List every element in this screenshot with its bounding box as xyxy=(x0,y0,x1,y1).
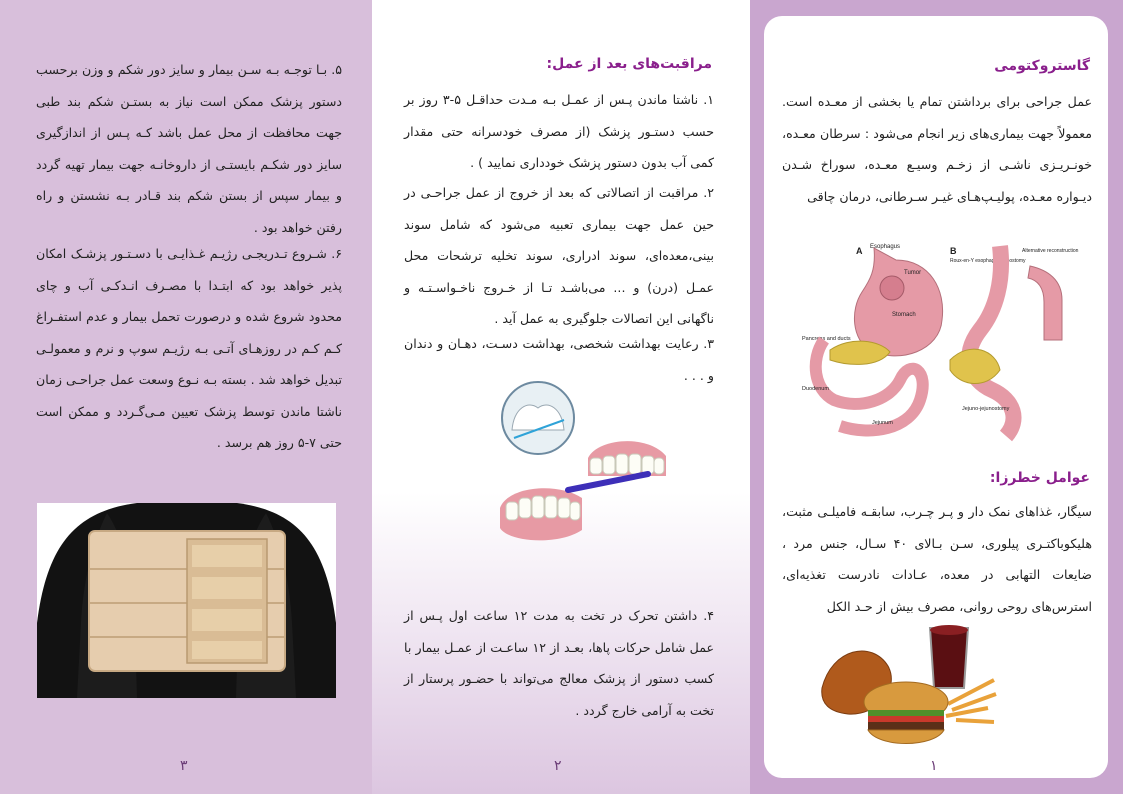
page-number-3: ۳ xyxy=(180,758,188,774)
panel3-paragraph-6: ۶. شـروع تـدریجـی رژیـم غـذایـی با دسـتـور پزشـک امکان پذیر خواهد بود که ابتـدا با مصـرف انـدکـی آب و چای محدود شروع شده و درصورت تحمل بیمار و عدم استفـراغ کـم کـم در روزهـای آتـی بـه رژیـم سوپ و نرم و معمولـی تبدیل خواهد شد . بسته بـه نـوع وسعت عمل جراحـی زمان ناشتا ماندن توسط پزشک تعیین مـی‌گـردد و ممکن است حتی ۷-۵ روز هم برسد . xyxy=(36,246,342,450)
page-number-2: ۲ xyxy=(554,758,562,774)
risk-factors-text: سیگار، غذاهای نمک دار و پـر چـرب، سابقـه فامیلـی مثبت، هلیکوباکتـری پیلوری، سـن بـالای ۴۰ سـال، جنس مرد ، ضایعات التهابی در معده، عـادات نادرست تغذیه‌ای، استرس‌های روحی روانی، مصرف بیش از حـد الکل xyxy=(782,504,1092,614)
diagram-label-esophagus: Esophagus xyxy=(870,244,901,250)
dental-hygiene-illustration xyxy=(498,378,674,548)
diagram-label-duodenum: Duodenum xyxy=(802,386,829,392)
gastrectomy-diagram xyxy=(800,240,1082,445)
diagram-label-tumor: Tumor xyxy=(904,270,922,276)
diagram-label-b: B xyxy=(950,246,957,256)
abdominal-binder-photo xyxy=(37,503,336,698)
care-item-4: ۴. داشتن تحرک در تخت به مدت ۱۲ ساعت اول پـس از عمل شامل حرکات پاها، بعـد از ۱۲ ساعـت از عمـل بیمار با کسب دستور از پزشک معالج می‌تواند با حضـور پرستار از تخت به آرامی خارج گردد . xyxy=(404,608,714,718)
gastrectomy-intro: عمل جراحی برای برداشتن تمام یا بخشی از معـده است. معمولاً جهت بیماری‌های زیر انجام می‌شود : سرطان معـده، خونـریـزی ناشـی از زخـم وسیـع معـده، سوراخ شـدن دیـواره معـده، پولیـپ‌هـای غیـر سـرطانی، درمان چاقی xyxy=(782,94,1092,204)
diagram-label-alt: Alternative reconstruction xyxy=(1022,248,1079,254)
risk-factors-heading: عوامل خطرزا: xyxy=(989,470,1090,486)
gastrectomy-heading: گاستروکتومی xyxy=(994,58,1090,74)
care-item-1: ۱. ناشتا ماندن پـس از عمـل بـه مـدت حداقـل ۵-۳ روز بر حسب دستـور پزشک (از مصرف خودسرانه حتی مقدار کمی آب بدون دستور پزشک خودداری نمایید ) . xyxy=(404,92,714,170)
diagram-label-stomach: Stomach xyxy=(892,312,916,318)
page-number-1: ۱ xyxy=(930,758,938,774)
diagram-label-jejuno: Jejuno-jejunostomy xyxy=(962,406,1010,412)
post-op-care-heading: مراقبت‌های بعد از عمل: xyxy=(546,56,712,72)
diagram-label-a: A xyxy=(856,246,863,256)
diagram-label-roux: Roux-en-Y esophago-jejunostomy xyxy=(950,258,1026,264)
panel3-paragraph-5: ۵. بـا توجـه بـه سـن بیمار و سایز دور شکم و وزن برحسب دستور پزشک ممکن است نیاز به بستـن شکم بند طبی جهت محافظت از محل عمل باشد کـه پـس از اندازگیری سایز دور شکـم بایستـی از داروخانـه جهت بیمار تهیه گردد و بیمار سپس از بستن شکم بند قـادر بـه نشستن و راه رفتن خواهد بود . xyxy=(36,62,342,235)
care-item-2: ۲. مراقبت از اتصالاتی که بعد از خروج از عمل جراحـی در حین عمل جهت بیماری تعبیه می‌شود که شامل سوند بینی،معده‌ای، سوند ادراری، سوند تخلیه ترشحات محل عمـل (درن) و ... می‌باشـد تـا از خـروج ناخـواسـتـه و ناگهانی این اتصالات جلوگیری به عمل آید . xyxy=(404,185,714,326)
diagram-label-pancreas: Pancreas and ducts xyxy=(802,336,851,342)
fast-food-illustration xyxy=(818,618,998,756)
diagram-label-jejunum: Jejunum xyxy=(872,420,893,426)
care-item-3: ۳. رعایت بهداشت شخصی، بهداشت دسـت، دهـان و دندان و . . . xyxy=(404,336,714,383)
